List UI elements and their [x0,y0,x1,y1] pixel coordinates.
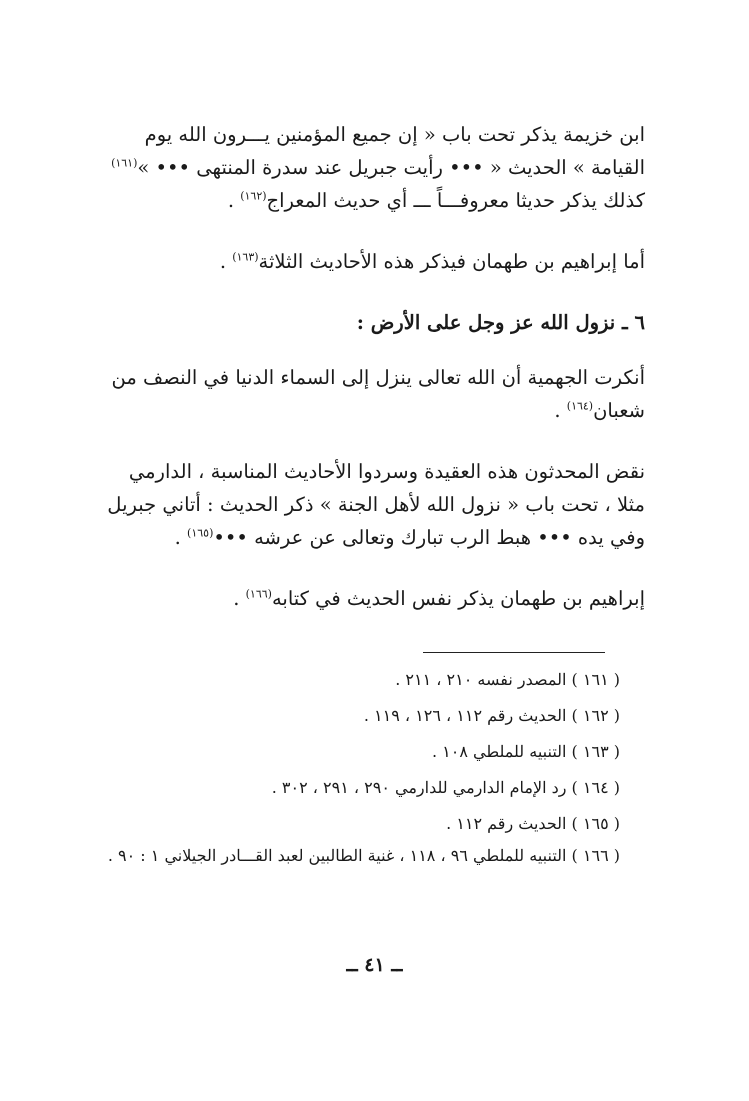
line: القيامة » الحديث « ••• رأيت جبريل عند سدرة المنتهى ••• » [137,156,645,179]
line: نقض المحدثون هذه العقيدة وسردوا الأحاديث المناسبة ، الدارمي [128,460,645,483]
paragraph-jahmiyya [100,361,645,427]
line: مثلا ، تحت باب « نزول الله لأهل الجنة » ذكر الحديث : أتاني جبريل [107,493,645,516]
line: كذلك يذكر حديثا معروفـــاً ـــ أي حديث المعراج [266,189,645,212]
footnote-162: ( ١٦٢ ) الحديث رقم ١١٢ ، ١٢٦ ، ١١٩ . [363,706,620,725]
paragraph-ibrahim [100,245,645,278]
line: إبراهيم بن طهمان يذكر نفس الحديث في كتابه [271,587,645,610]
footnote-164: ( ١٦٤ ) رد الإمام الدارمي للدارمي ٢٩٠ ، ٢٩١ ، ٣٠٢ . [271,778,620,797]
main-text [100,118,645,615]
footnote-ref: (١٦٤) [566,399,594,413]
footnote-separator [423,652,605,653]
footnote-ref: (١٦٦) [245,587,272,601]
punctuation: . [174,526,188,549]
paragraph-muhaddithun [100,455,645,554]
paragraph-ibn-khuzayma [100,118,645,217]
punctuation: . [233,587,246,610]
footnote-ref: (١٦١) [111,156,138,170]
line: أما إبراهيم بن طهمان فيذكر هذه الأحاديث الثلاثة [258,250,645,273]
footnote-ref: (١٦٥) [187,526,214,540]
footnote-ref: (١٦٣) [232,250,259,264]
punctuation: . [554,399,567,422]
footnotes [100,662,620,870]
line: أنكرت الجهمية أن الله تعالى ينزل إلى السماء الدنيا في النصف من [111,366,645,389]
page-number: ــ ٤١ ــ [346,954,403,976]
footnote-165: ( ١٦٥ ) الحديث رقم ١١٢ . [446,814,620,833]
punctuation: . [219,250,233,273]
line: ابن خزيمة يذكر تحت باب « إن جميع المؤمنين يـــرون الله يوم [144,123,645,146]
footnote-ref: (١٦٢) [240,189,267,203]
footnote-166: ( ١٦٦ ) التنبيه للملطي ٩٦ ، ١١٨ ، غنية الطالبين لعبد القـــادر الجيلاني ١ : ٩٠ . [107,846,620,865]
punctuation: . [227,189,241,212]
paragraph-ibrahim-hadith [100,582,645,615]
section-heading: ٦ ـ نزول الله عز وجل على الأرض : [356,311,645,334]
line: وفي يده ••• هبط الرب تبارك وتعالى عن عرشه ••• [213,526,645,549]
footnote-163: ( ١٦٣ ) التنبيه للملطي ١٠٨ . [431,742,620,761]
footnote-161: ( ١٦١ ) المصدر نفسه ٢١٠ ، ٢١١ . [395,670,620,689]
line: شعبان [593,399,645,422]
